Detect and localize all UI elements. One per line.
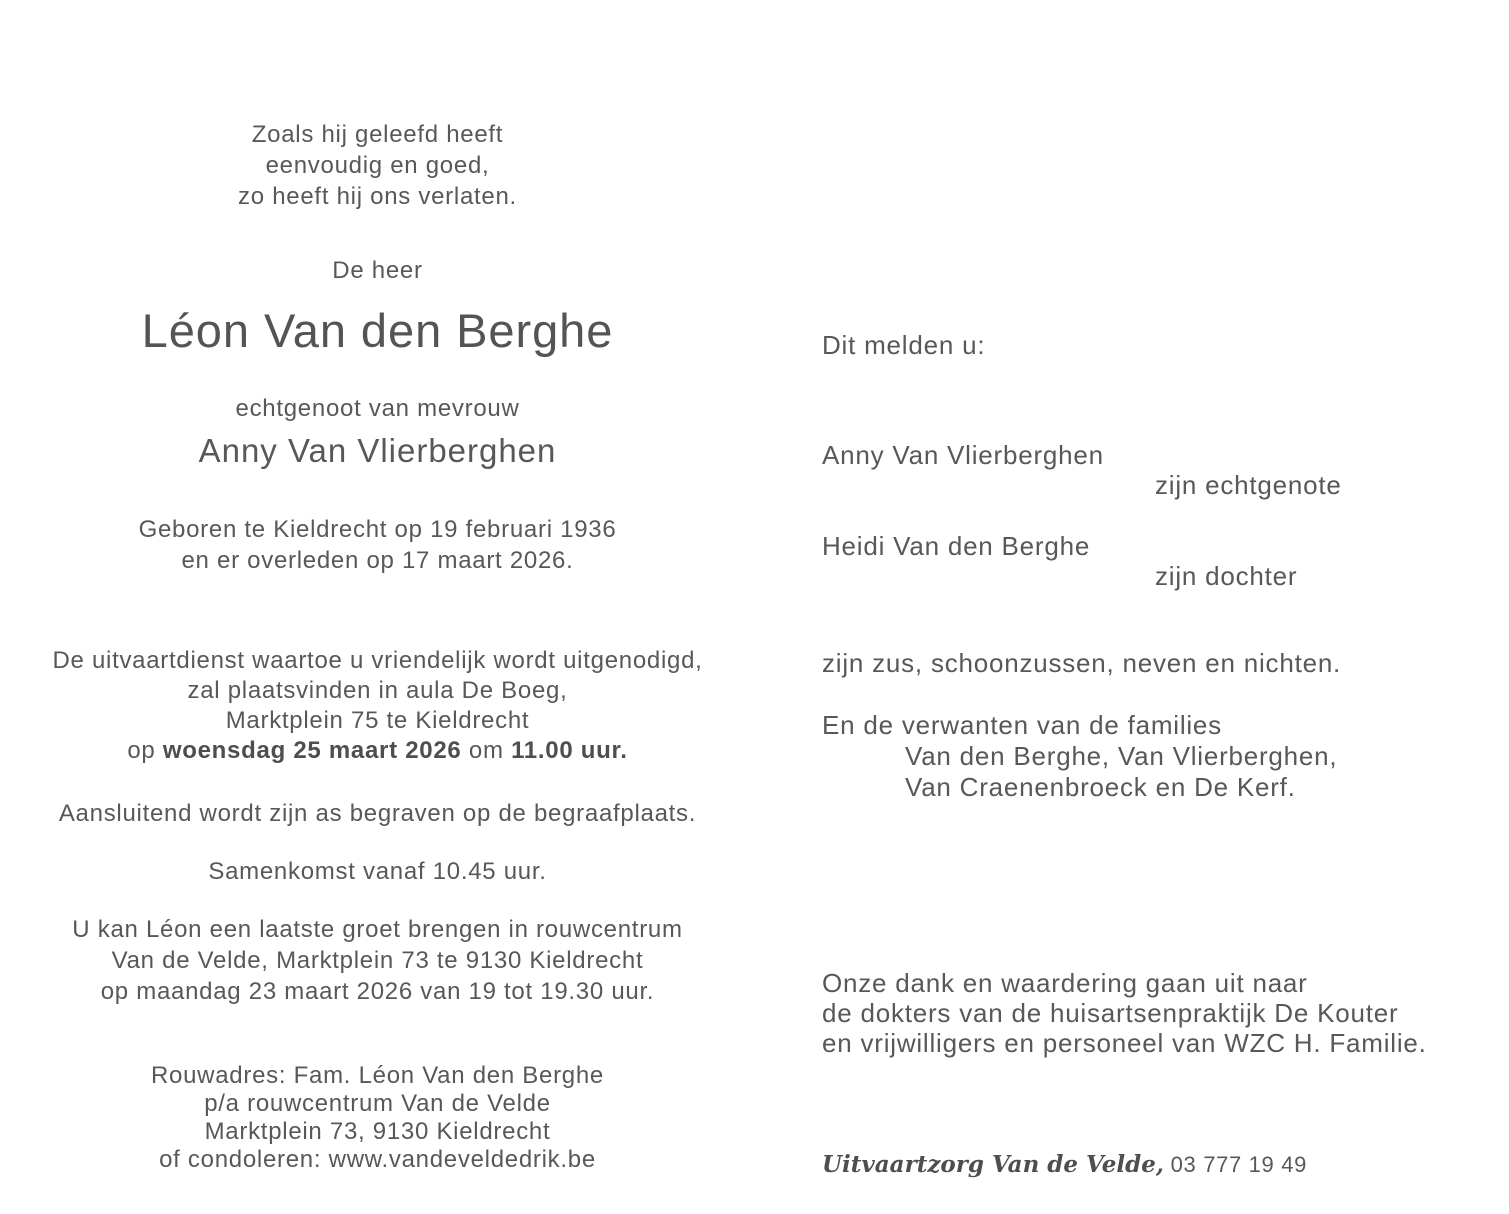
condolence-website-line: of condoleren: www.vandeveldedrik.be (159, 1146, 596, 1173)
thanks-line: en vrijwilligers en personeel van WZC H. Familie. (822, 1028, 1427, 1058)
death-line: en er overleden op 17 maart 2026. (181, 547, 574, 574)
funeral-home-name: Uitvaartzorg Van de Velde, (822, 1151, 1164, 1178)
spouse-name: Anny Van Vlierberghen (198, 432, 557, 469)
service-date-mid: om (461, 737, 512, 764)
relative-name: Anny Van Vlierberghen (822, 440, 1104, 470)
spouse-intro: echtgenoot van mevrouw (235, 395, 520, 422)
announcement-intro: Dit melden u: (822, 330, 986, 360)
families-line: Van Craenenbroeck en De Kerf. (905, 772, 1296, 802)
service-line: De uitvaartdienst waartoe u vriendelijk wordt uitgenodigd, (52, 647, 703, 674)
salutation: De heer (332, 257, 423, 284)
visitation-line: U kan Léon een laatste groet brengen in rouwcentrum (72, 916, 683, 943)
service-time: 11.00 uur. (511, 737, 628, 764)
mourning-address-line: Marktplein 73, 9130 Kieldrecht (204, 1118, 551, 1145)
visitation-line: op maandag 23 maart 2026 van 19 tot 19.30 uur. (100, 978, 655, 1005)
relative-relation: zijn echtgenote (1155, 470, 1342, 500)
life-dates (0, 514, 755, 576)
visitation-line: Van de Velde, Marktplein 73 te 9130 Kieldrecht (111, 947, 644, 974)
service-date-pre: op (127, 737, 163, 764)
mourning-address-line: p/a rouwcentrum Van de Velde (204, 1090, 551, 1117)
mourning-address-line: Rouwadres: Fam. Léon Van den Berghe (150, 1062, 605, 1089)
families-intro: En de verwanten van de families (822, 710, 1222, 740)
families-line: Van den Berghe, Van Vlierberghen, (905, 741, 1338, 771)
service-date: woensdag 25 maart 2026 (162, 737, 462, 764)
visitation-info (0, 914, 755, 1007)
burial-line: Aansluitend wordt zijn as begraven op de begraafplaats. (58, 800, 697, 827)
service-line: zal plaatsvinden in aula De Boeg, (187, 677, 568, 704)
funeral-home-phone: 03 777 19 49 (1163, 1152, 1308, 1177)
quote-line: eenvoudig en goed, (265, 152, 490, 179)
service-info (0, 646, 755, 766)
deceased-name: Léon Van den Berghe (141, 304, 614, 357)
relative-relation: zijn dochter (1155, 561, 1298, 591)
relative-name: Heidi Van den Berghe (822, 531, 1091, 561)
quote-line: Zoals hij geleefd heeft (251, 121, 504, 148)
quote-line: zo heeft hij ons verlaten. (238, 183, 517, 210)
service-date-line (0, 736, 755, 766)
mourning-address (0, 1062, 755, 1174)
opening-quote (0, 119, 755, 212)
thanks-paragraph (822, 968, 1427, 1058)
thanks-line: de dokters van de huisartsenpraktijk De Kouter (822, 998, 1399, 1028)
service-line: Marktplein 75 te Kieldrecht (225, 707, 530, 734)
thanks-line: Onze dank en waardering gaan uit naar (822, 968, 1308, 998)
funeral-home-footer (822, 1148, 1307, 1180)
extended-family-line: zijn zus, schoonzussen, neven en nichten. (822, 648, 1342, 678)
birth-line: Geboren te Kieldrecht op 19 februari 1936 (138, 516, 617, 543)
gathering-line: Samenkomst vanaf 10.45 uur. (208, 858, 547, 885)
